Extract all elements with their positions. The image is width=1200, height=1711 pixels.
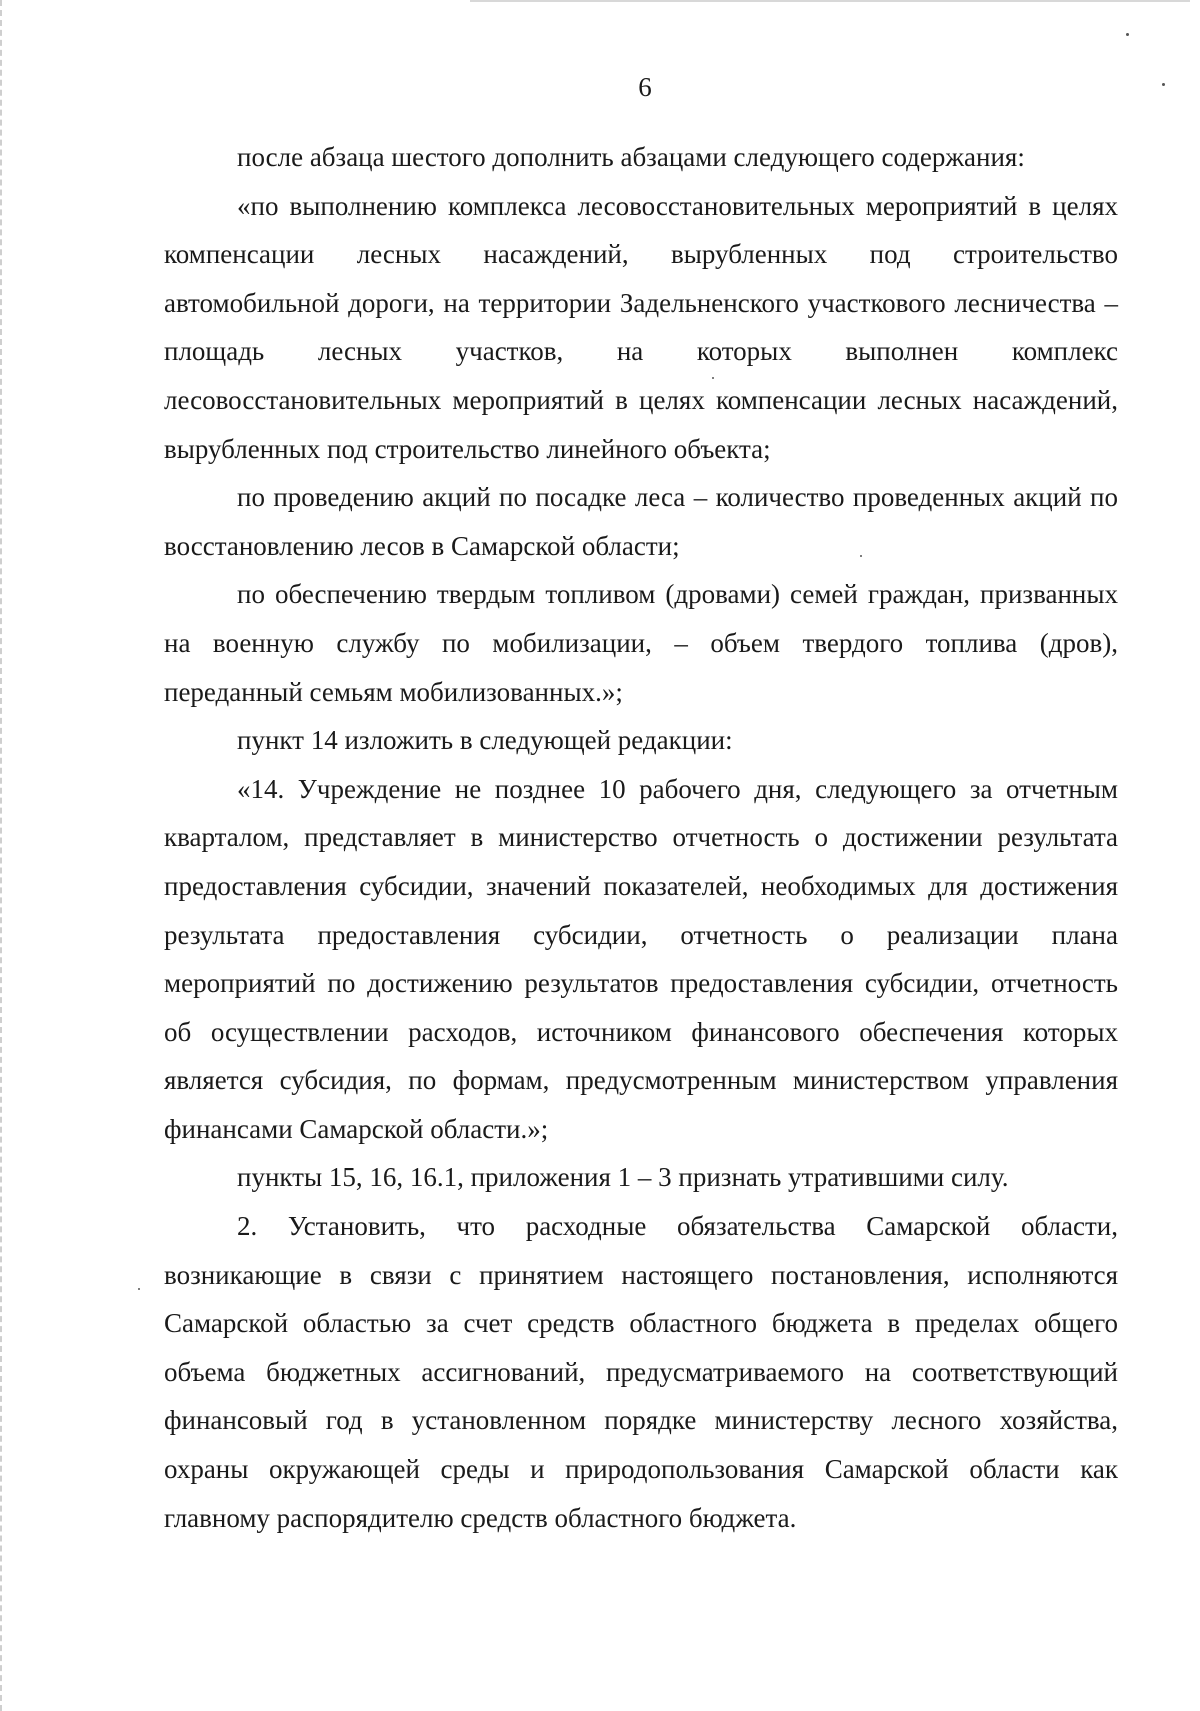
scan-speck — [1162, 83, 1165, 86]
document-body — [164, 133, 1118, 1542]
paragraph-section-2: 2. Установить, что расходные обязательства Самарской области, возникающие в связи с принятием настоящего постановления, исполняются Самарской областью за счет средств областного бюджета в пределах общего объема бюджетных ассигнований, предусматриваемого на соответствующий финансовый год в установленном порядке министерству лесного хозяйства, охраны окружающей среды и природопользования Самарской области как главному распорядителю средств областного бюджета. — [164, 1211, 1118, 1533]
paragraph-solid-fuel: по обеспечению твердым топливом (дровами) семей граждан, призванных на военную службу по мобилизации, – объем твердого топлива (дров), переданный семьям мобилизованных.»; — [164, 579, 1118, 707]
paragraph-planting-actions: по проведению акций по посадке леса – количество проведенных акций по восстановлению лесов в Самарской области; — [164, 482, 1118, 561]
paragraph-item-14: «14. Учреждение не позднее 10 рабочего дня, следующего за отчетным кварталом, представляет в министерство отчетность о достижении результата предоставления субсидии, значений показателей, необходимых для достижения результата предоставления субсидии, отчетность о реализации плана мероприятий по достижению результатов предоставления субсидии, отчетность об осуществлении расходов, источником финансового обеспечения которых является субсидия, по формам, предусмотренным министерством управления финансами Самарской области.»; — [164, 773, 1118, 1144]
scan-speck — [1126, 33, 1129, 36]
scan-speck — [138, 1288, 140, 1290]
paragraph-intro: после абзаца шестого дополнить абзацами следующего содержания: — [237, 142, 1025, 172]
page-number: 6 — [638, 72, 652, 102]
paragraph-reforestation: «по выполнению комплекса лесовосстановительных мероприятий в целях компенсации лесных насаждений, вырубленных под строительство автомобильной дороги, на территории Задельненского участкового лесничества – площадь лесных участков, на которых выполнен комплекс лесовосстановительных мероприятий в целях компенсации лесных насаждений, вырубленных под строительство линейного объекта; — [164, 190, 1118, 464]
scan-speck — [860, 555, 862, 557]
scan-top-line — [470, 0, 1190, 2]
paragraph-repeal: пункты 15, 16, 16.1, приложения 1 – 3 признать утратившими силу. — [237, 1162, 1009, 1193]
paragraph-item-14-intro: пункт 14 изложить в следующей редакции: — [237, 725, 733, 756]
scan-speck — [712, 377, 714, 379]
scan-edge — [0, 0, 5, 1711]
